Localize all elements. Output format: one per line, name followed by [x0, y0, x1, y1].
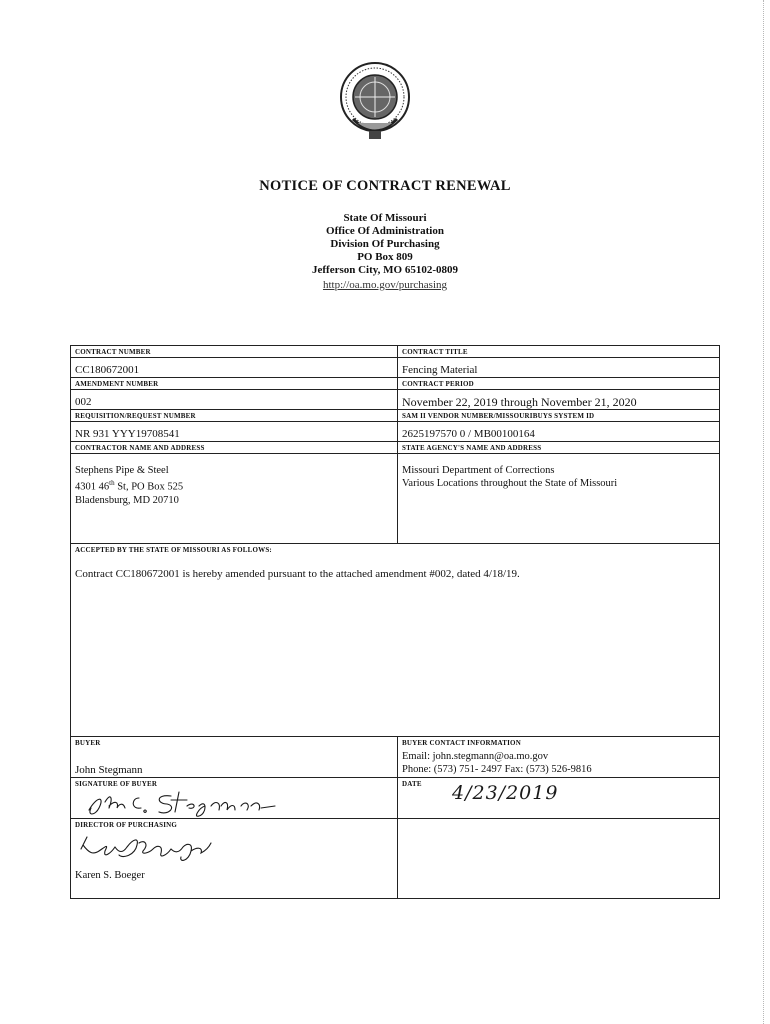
contractor-address-line1: [75, 477, 393, 494]
contract-title-label: CONTRACT TITLE: [398, 346, 719, 358]
buyer-label: BUYER: [75, 739, 101, 747]
contractor-address-line2: Bladensburg, MD 20710: [75, 494, 179, 506]
agency-cell: [398, 442, 720, 544]
buyer-email: Email: john.stegmann@oa.mo.gov: [402, 751, 549, 762]
director-label: DIRECTOR OF PURCHASING: [75, 821, 178, 829]
amendment-number-label: AMENDMENT NUMBER: [71, 378, 397, 390]
accepted-text: Contract CC180672001 is hereby amended pursuant to the attached amendment #002, dated 4/18/19.: [75, 568, 520, 580]
agency-locations: Various Locations throughout the State of Missouri: [402, 478, 618, 489]
date-cell: [398, 778, 720, 819]
director-empty-cell: [398, 819, 720, 899]
contract-number-value: CC180672001: [75, 364, 140, 376]
contract-form: [70, 345, 720, 899]
contract-number-cell: [71, 346, 398, 378]
date-label: DATE: [402, 780, 422, 788]
header-line-division: Division Of Purchasing: [330, 238, 440, 250]
buyer-signature-cell: [71, 778, 398, 819]
accepted-cell: [71, 544, 720, 737]
contractor-street-number: 4301 46: [75, 481, 110, 493]
amendment-number-cell: [71, 378, 398, 410]
requisition-number-label: REQUISITION/REQUEST NUMBER: [71, 410, 397, 422]
contractor-address-block: [75, 454, 393, 507]
contractor-street-rest: St, PO Box 525: [114, 481, 184, 493]
director-name: Karen S. Boeger: [75, 870, 145, 881]
header-line-office: Office Of Administration: [326, 225, 444, 237]
purchasing-website-link[interactable]: http://oa.mo.gov/purchasing: [322, 279, 448, 291]
buyer-phone: Phone: (573) 751- 2497 Fax: (573) 526-9816: [402, 764, 592, 775]
vendor-number-label: SAM II VENDOR NUMBER/MISSOURIBUYS SYSTEM ID: [398, 410, 719, 422]
requisition-number-cell: [71, 410, 398, 442]
contractor-cell: [71, 442, 398, 544]
header-line-pobox: PO Box 809: [357, 251, 413, 263]
buyer-cell: [71, 737, 398, 778]
buyer-contact-cell: [398, 737, 720, 778]
buyer-contact-label: BUYER CONTACT INFORMATION: [402, 739, 521, 747]
requisition-number-value: NR 931 YYY19708541: [75, 428, 180, 440]
contractor-name: Stephens Pipe & Steel: [75, 465, 169, 476]
contractor-label: CONTRACTOR NAME AND ADDRESS: [71, 442, 397, 454]
contract-period-value: November 22, 2019 through November 21, 2020: [402, 395, 637, 409]
agency-name: Missouri Department of Corrections: [402, 465, 555, 476]
buyer-name: John Stegmann: [75, 764, 143, 776]
vendor-number-cell: [398, 410, 720, 442]
header-line-city: Jefferson City, MO 65102-0809: [311, 264, 459, 276]
buyer-signature-label: SIGNATURE OF BUYER: [75, 780, 158, 788]
contract-period-label: CONTRACT PERIOD: [398, 378, 719, 390]
missouri-state-seal-icon: [339, 57, 411, 147]
director-cell: [71, 819, 398, 899]
accepted-label: ACCEPTED BY THE STATE OF MISSOURI AS FOLLOWS:: [75, 546, 272, 554]
agency-block: [402, 454, 715, 490]
page-edge: [762, 0, 764, 1024]
buyer-signature-icon: [75, 788, 315, 818]
notice-title: NOTICE OF CONTRACT RENEWAL: [259, 178, 511, 194]
contract-title-value: Fencing Material: [402, 364, 478, 376]
contract-number-label: CONTRACT NUMBER: [71, 346, 397, 358]
header-line-state: State Of Missouri: [343, 212, 427, 224]
amendment-number-value: 002: [75, 396, 92, 408]
agency-label: STATE AGENCY'S NAME AND ADDRESS: [398, 442, 719, 454]
contract-title-cell: [398, 346, 720, 378]
contract-period-cell: [398, 378, 720, 410]
vendor-number-value: 2625197570 0 / MB00100164: [402, 428, 535, 440]
director-signature-icon: [75, 829, 235, 867]
contractor-street-suffix: th: [109, 479, 115, 487]
signed-date: 4/23/2019: [452, 782, 559, 804]
